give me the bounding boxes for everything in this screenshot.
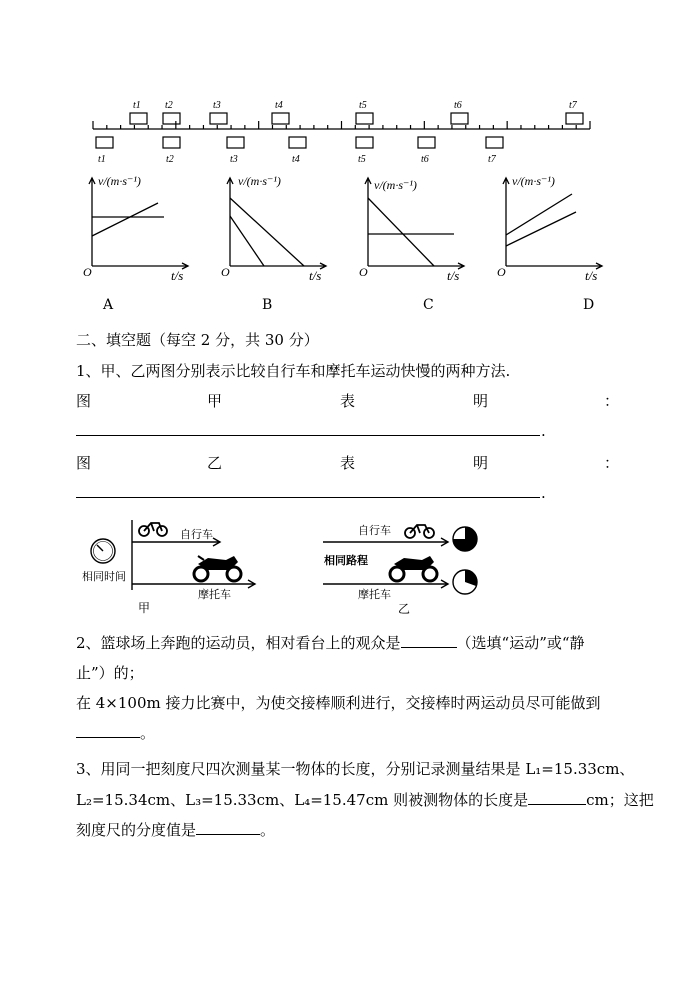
- bicycle-label: 自行车: [180, 529, 213, 541]
- q2-line1-a: 2、篮球场上奔跑的运动员，相对看台上的观众是: [76, 634, 401, 652]
- figure-yi: [318, 512, 488, 620]
- option-d-label: D: [583, 297, 595, 313]
- graph-x-label: t/s: [585, 268, 598, 282]
- timeline-bottom-label: t2: [166, 154, 174, 165]
- q2-line1: [76, 632, 585, 653]
- option-b-label: B: [262, 297, 273, 313]
- answer-blank-q1-2[interactable]: [76, 497, 540, 498]
- q1-line1-char: 表: [340, 392, 356, 410]
- graph-x-label: t/s: [447, 268, 460, 282]
- same-time-label: 相同时间: [82, 571, 126, 583]
- q3-line1: 3、用同一把刻度尺四次测量某一物体的长度，分别记录测量结果是 L₁=15.33cm、: [76, 760, 635, 778]
- option-c-label: C: [423, 297, 434, 313]
- q3-line3-b: 。: [260, 821, 276, 839]
- q1-line1-char: ：: [604, 392, 620, 410]
- timeline-figure: [88, 95, 598, 167]
- q3-line2-b: cm；这把: [586, 791, 654, 809]
- motorcycle-icon: [194, 556, 241, 581]
- answer-blank-q2-1[interactable]: [401, 633, 457, 648]
- q1-end-mark: .: [541, 422, 546, 440]
- q1-line2-char: ：: [604, 454, 620, 472]
- timeline-top-label: t3: [213, 100, 221, 111]
- answer-blank-q3-2[interactable]: [196, 820, 260, 835]
- timeline-top-label: t4: [275, 100, 283, 111]
- q3-line2-a: L₂=15.34cm、L₃=15.33cm、L₄=15.47cm 则被测物体的长度是: [76, 791, 529, 809]
- graph-y-label: v/(m·s⁻¹): [238, 174, 281, 188]
- q3-line3: [76, 819, 275, 840]
- graph-origin: O: [221, 265, 230, 279]
- q1-line1-char: 图: [76, 392, 92, 410]
- timeline-bottom-label: t7: [488, 154, 496, 165]
- q3-line3-a: 刻度尺的分度值是: [76, 821, 197, 839]
- q3-line2: [76, 789, 654, 810]
- q2-line3: 在 4×100m 接力比赛中，为使交接棒顺利进行，交接棒时两运动员尽可能做到: [76, 694, 601, 712]
- bicycle-label: 自行车: [358, 525, 391, 537]
- figure-yi-label: 乙: [398, 602, 411, 616]
- answer-blank-q3-1[interactable]: [528, 790, 586, 805]
- motorcycle-label: 摩托车: [358, 589, 391, 601]
- graph-x-label: t/s: [171, 268, 184, 282]
- graph-y-label: v/(m·s⁻¹): [98, 174, 141, 188]
- graph-x-label: t/s: [309, 268, 322, 282]
- same-distance-label: 相同路程: [324, 555, 368, 567]
- graph-origin: O: [359, 265, 368, 279]
- q1-line2-char: 明: [473, 454, 489, 472]
- motorcycle-icon: [390, 556, 437, 581]
- q2-line2: 止”）的；: [76, 664, 144, 682]
- graph-d: [490, 170, 610, 282]
- option-a-label: A: [103, 297, 114, 313]
- timeline-top-label: t5: [359, 100, 367, 111]
- motorcycle-label: 摩托车: [198, 589, 231, 601]
- timeline-top-label: t2: [165, 100, 173, 111]
- q2-line1-b: （选填“运动”或“静: [456, 634, 585, 652]
- timeline-top-label: t1: [133, 100, 141, 111]
- q1-text: 1、甲、乙两图分别表示比较自行车和摩托车运动快慢的两种方法.: [76, 362, 511, 380]
- graph-y-label: v/(m·s⁻¹): [374, 178, 417, 192]
- timeline-bottom-label: t5: [358, 154, 366, 165]
- q2-line4: [76, 722, 155, 743]
- graph-origin: O: [497, 265, 506, 279]
- bicycle-icon: [405, 525, 434, 538]
- q2-line4-end: 。: [140, 724, 156, 742]
- clock-sector-icon: [465, 570, 477, 586]
- answer-blank-q2-2[interactable]: [76, 723, 140, 738]
- timeline-bottom-label: t3: [230, 154, 238, 165]
- figure-jia-label: 甲: [138, 601, 151, 615]
- q1-line2-char: 图: [76, 454, 92, 472]
- q1-line2-char: 乙: [207, 454, 223, 472]
- q1-line2-char: 表: [340, 454, 356, 472]
- bicycle-icon: [139, 523, 167, 536]
- graph-c: [352, 170, 472, 282]
- timeline-bottom-label: t6: [421, 154, 429, 165]
- q1-line1-char: 甲: [207, 392, 223, 410]
- timeline-top-label: t7: [569, 100, 577, 111]
- graph-a: [76, 170, 196, 282]
- section-heading: 二、填空题（每空 2 分，共 30 分）: [76, 331, 319, 349]
- graph-origin: O: [83, 265, 92, 279]
- graph-b: [214, 170, 334, 282]
- q1-line1-char: 明: [473, 392, 489, 410]
- graph-y-label: v/(m·s⁻¹): [512, 174, 555, 188]
- timeline-bottom-label: t1: [98, 154, 106, 165]
- timeline-top-label: t6: [454, 100, 462, 111]
- answer-blank-q1-1[interactable]: [76, 435, 540, 436]
- q1-end-mark: .: [541, 484, 546, 502]
- timeline-bottom-label: t4: [292, 154, 300, 165]
- figure-jia: [80, 512, 260, 620]
